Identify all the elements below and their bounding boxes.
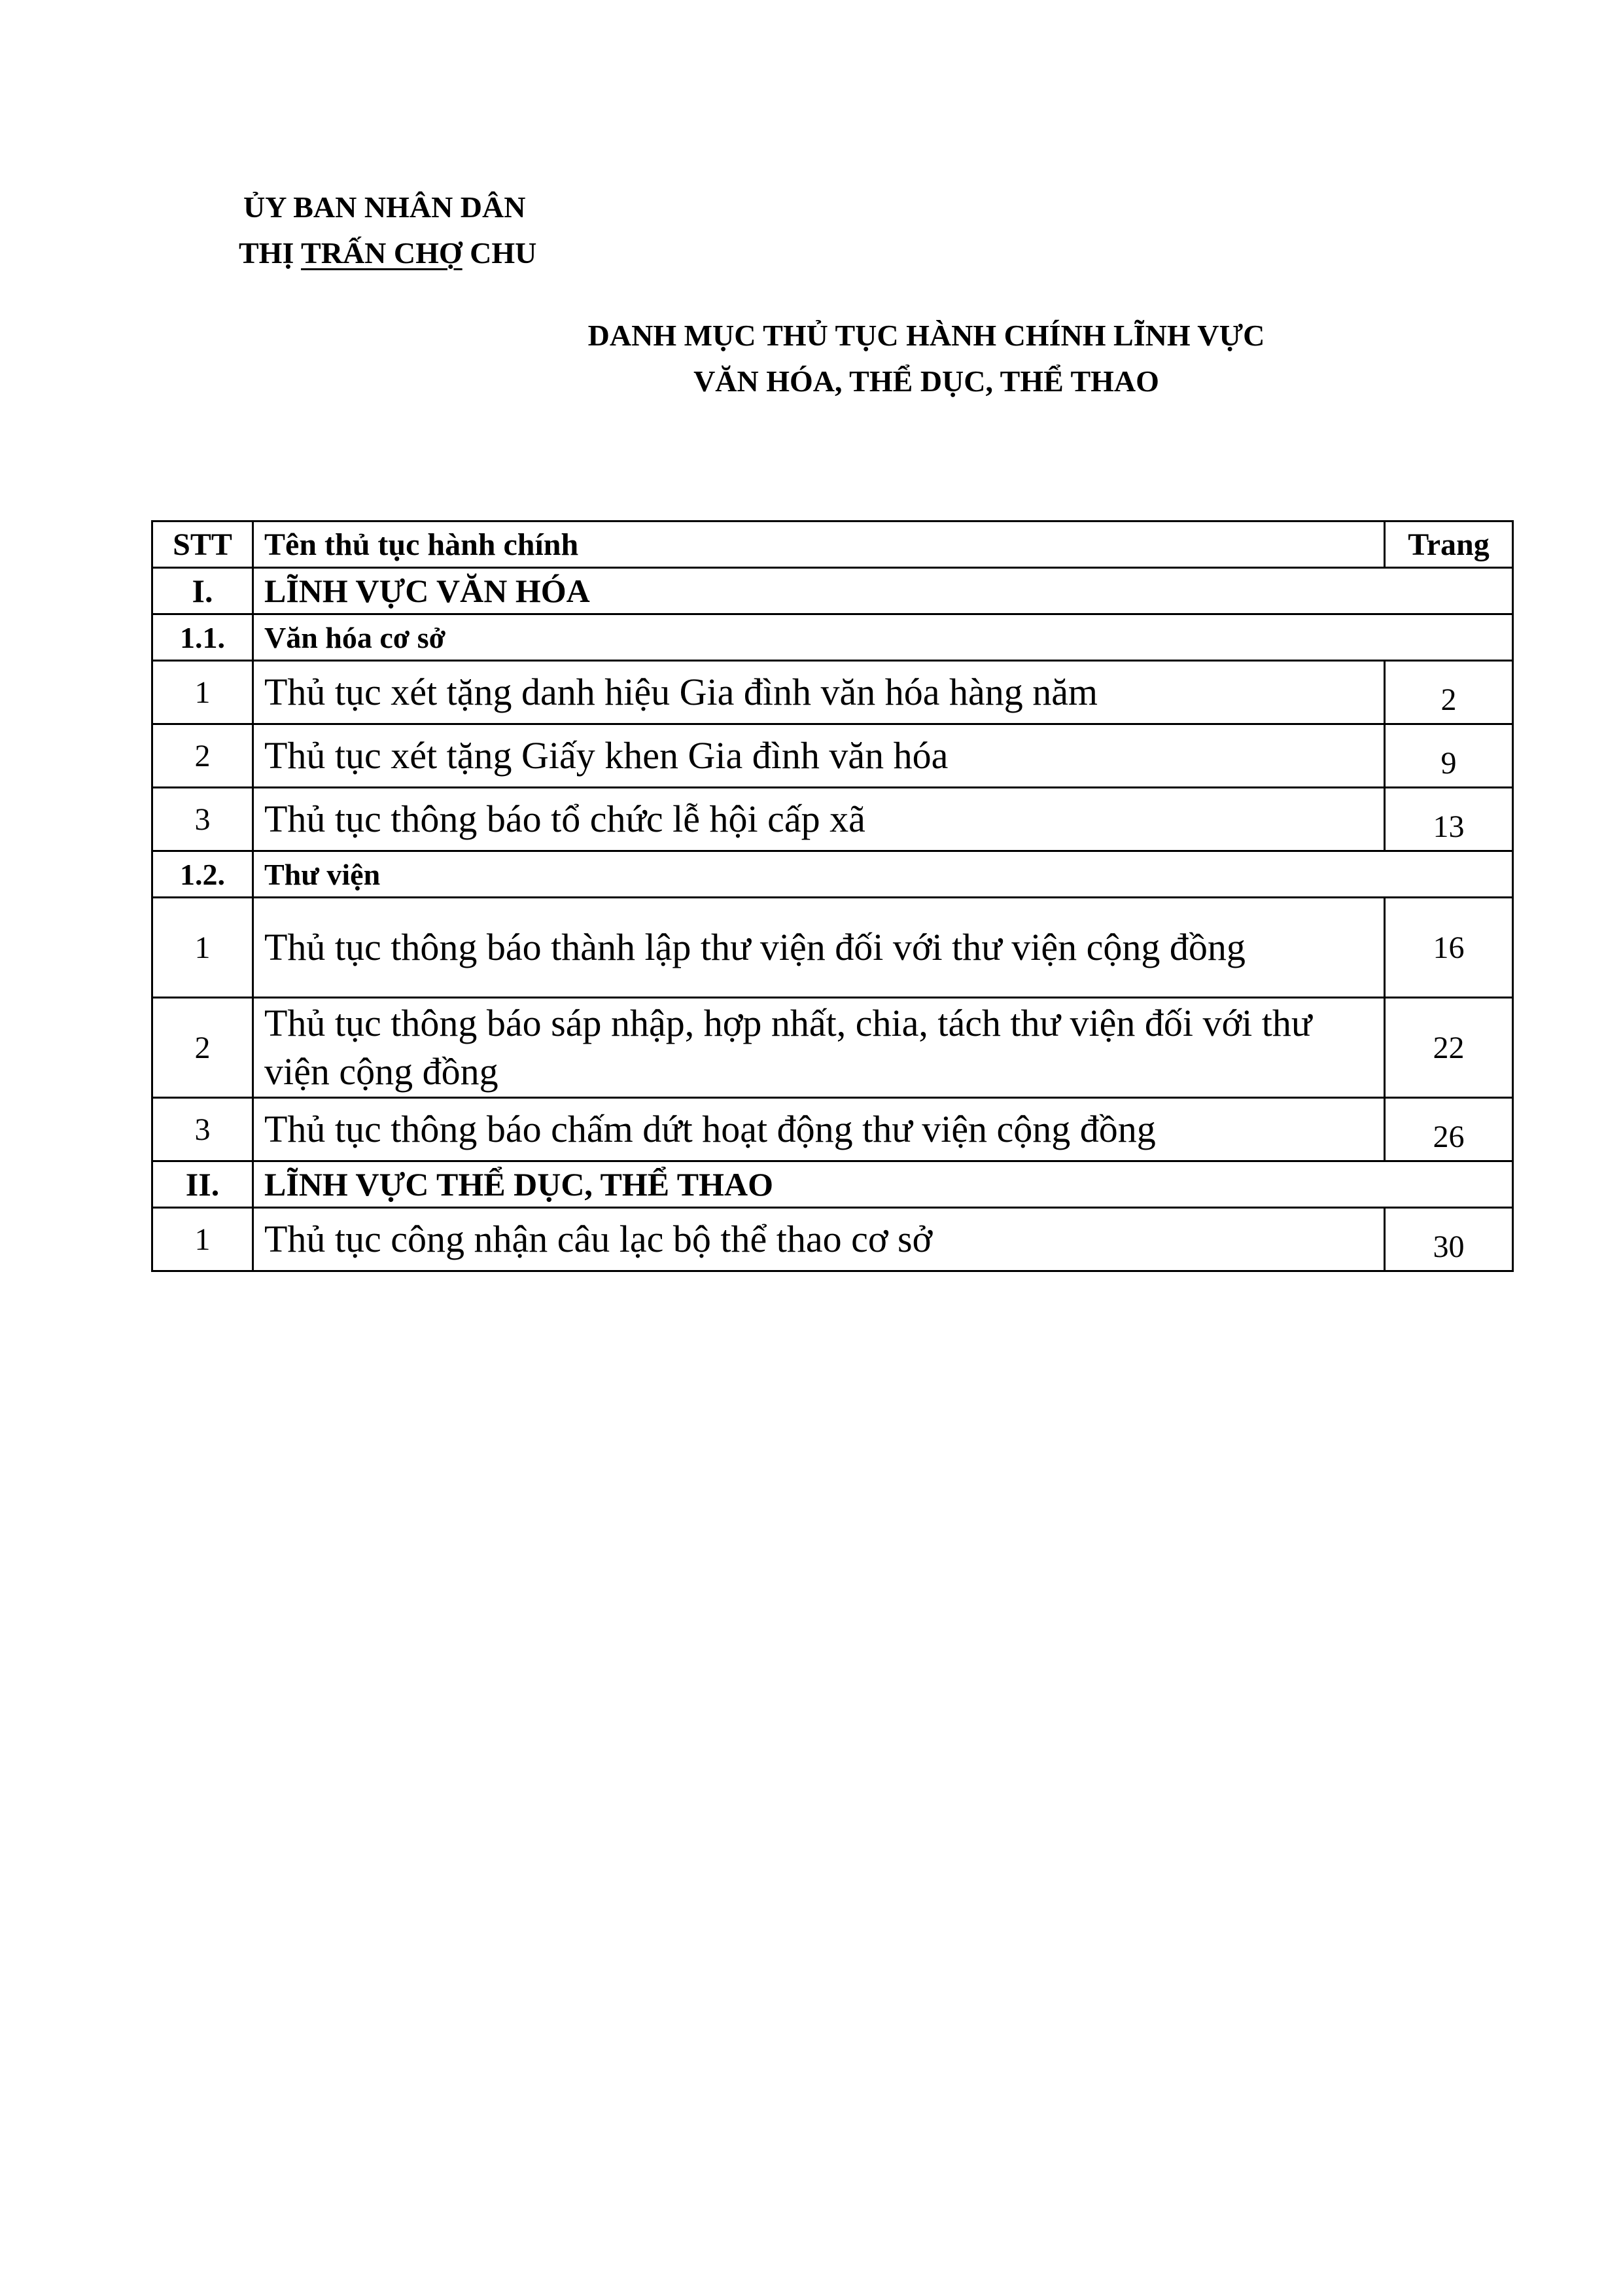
table-row	[152, 724, 1513, 788]
row-page: 26	[1385, 1098, 1513, 1161]
row-stt: 1	[152, 1208, 253, 1271]
row-page: 13	[1385, 788, 1513, 851]
row-page: 9	[1385, 724, 1513, 788]
column-header-page: Trang	[1385, 521, 1513, 568]
row-procedure-name: Thủ tục công nhận câu lạc bộ thể thao cơ sở	[253, 1208, 1385, 1271]
row-stt: 2	[152, 724, 253, 788]
table-header-row	[152, 521, 1513, 568]
row-procedure-name: Thủ tục thông báo tổ chức lễ hội cấp xã	[253, 788, 1385, 851]
row-stt: 1	[152, 898, 253, 998]
procedures-table	[151, 520, 1514, 1272]
issuing-authority	[196, 185, 654, 276]
section-row	[152, 1161, 1513, 1208]
column-header-name: Tên thủ tục hành chính	[253, 521, 1385, 568]
table-row	[152, 1098, 1513, 1161]
row-stt: 3	[152, 788, 253, 851]
authority-unit-suffix: CHU	[462, 236, 537, 270]
authority-unit-prefix: THỊ	[239, 236, 302, 270]
table-row	[152, 661, 1513, 724]
row-procedure-name: Thủ tục thông báo chấm dứt hoạt động thư viện cộng đồng	[253, 1098, 1385, 1161]
row-stt: 2	[152, 998, 253, 1098]
document-title-line2: VĂN HÓA, THỂ DỤC, THỂ THAO	[693, 364, 1159, 398]
section-title: LĨNH VỰC VĂN HÓA	[253, 568, 1513, 614]
subsection-number: 1.2.	[152, 851, 253, 898]
authority-unit-underlined: TRẤN CHỢ	[301, 236, 462, 270]
row-procedure-name: Thủ tục thông báo thành lập thư viện đối với thư viện cộng đồng	[253, 898, 1385, 998]
authority-name: ỦY BAN NHÂN DÂN	[243, 190, 526, 224]
subsection-row	[152, 614, 1513, 661]
column-header-stt: STT	[152, 521, 253, 568]
row-page: 2	[1385, 661, 1513, 724]
subsection-number: 1.1.	[152, 614, 253, 661]
row-page: 22	[1385, 998, 1513, 1098]
document-title-line1: DANH MỤC THỦ TỤC HÀNH CHÍNH LĨNH VỰC	[587, 319, 1265, 352]
section-row	[152, 568, 1513, 614]
row-stt: 3	[152, 1098, 253, 1161]
authority-unit	[196, 230, 654, 276]
table-row	[152, 998, 1513, 1098]
document-title	[0, 313, 1623, 404]
table-row	[152, 1208, 1513, 1271]
row-page: 30	[1385, 1208, 1513, 1271]
row-procedure-name: Thủ tục xét tặng danh hiệu Gia đình văn hóa hàng năm	[253, 661, 1385, 724]
row-procedure-name: Thủ tục xét tặng Giấy khen Gia đình văn hóa	[253, 724, 1385, 788]
row-procedure-name: Thủ tục thông báo sáp nhập, hợp nhất, chia, tách thư viện đối với thư viện cộng đồng	[253, 998, 1385, 1098]
table-row	[152, 788, 1513, 851]
table-row	[152, 898, 1513, 998]
subsection-row	[152, 851, 1513, 898]
section-title: LĨNH VỰC THỂ DỤC, THỂ THAO	[253, 1161, 1513, 1208]
section-number: II.	[152, 1161, 253, 1208]
row-page: 16	[1385, 898, 1513, 998]
row-stt: 1	[152, 661, 253, 724]
section-number: I.	[152, 568, 253, 614]
subsection-title: Văn hóa cơ sở	[253, 614, 1513, 661]
subsection-title: Thư viện	[253, 851, 1513, 898]
